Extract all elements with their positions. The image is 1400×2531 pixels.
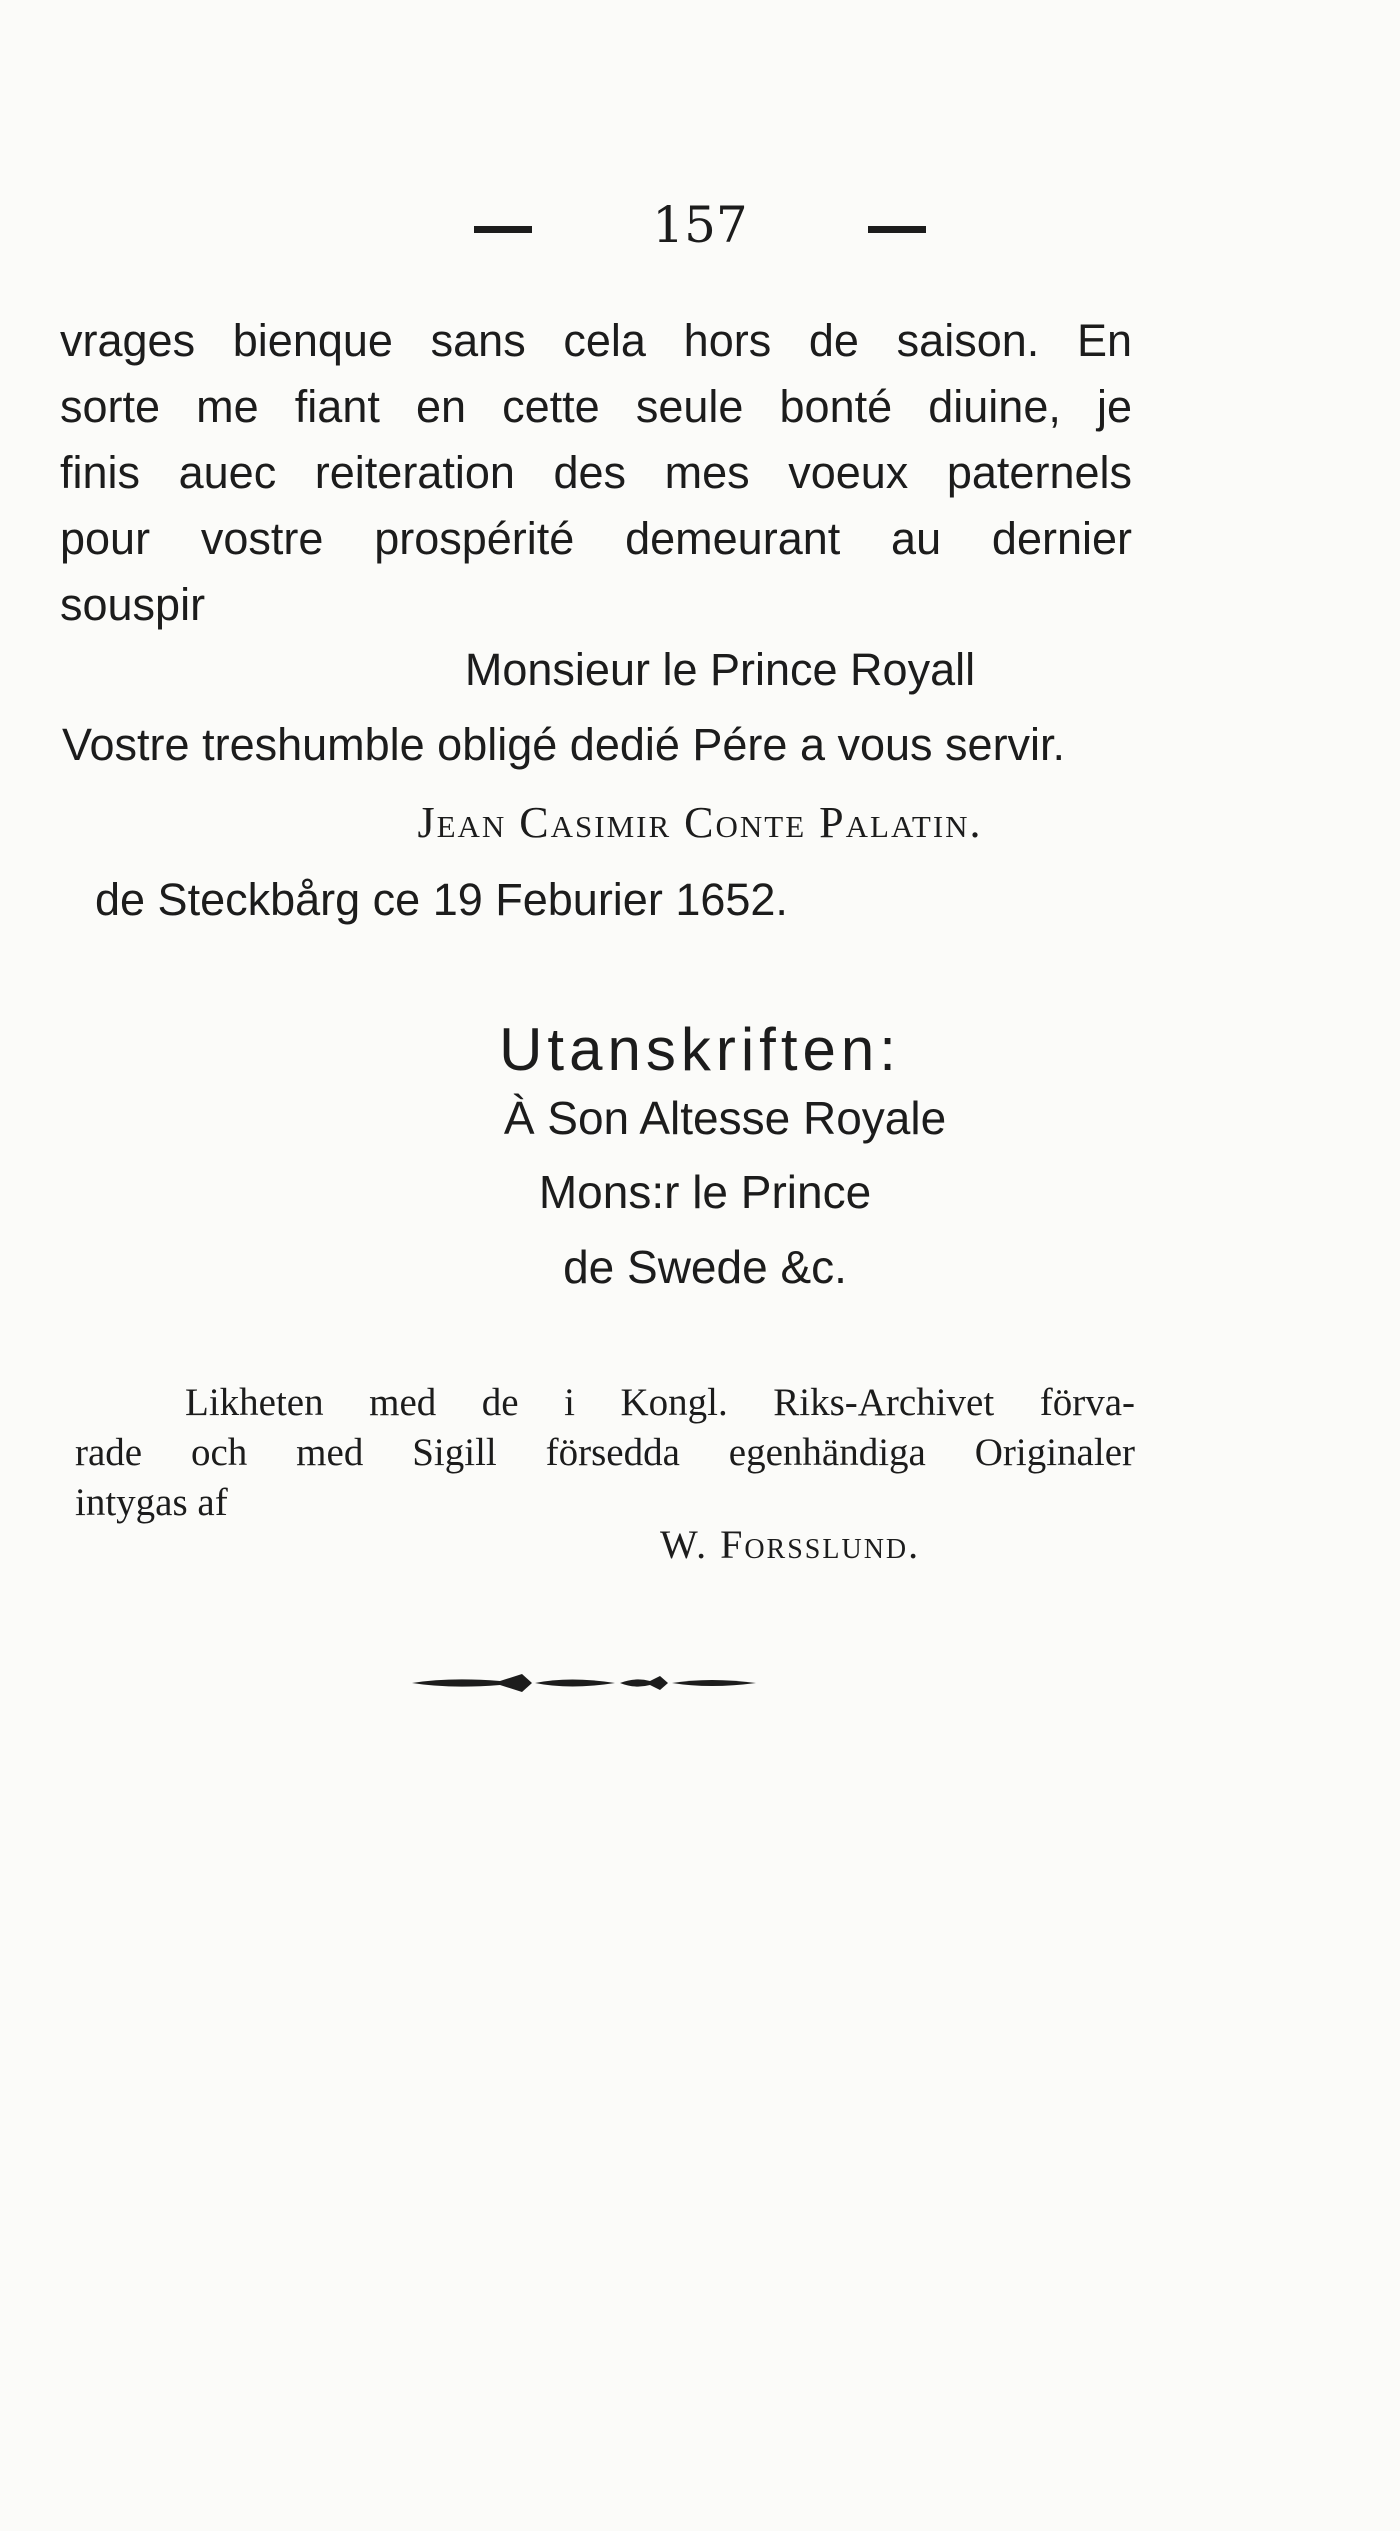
body-line-3: finis auec reiteration des mes voeux paternels (60, 447, 1132, 498)
subscription: Vostre treshumble obligé dedié Pére a vous servir. (62, 719, 1066, 770)
page-number: 157 (652, 196, 748, 254)
ornament-segment-4 (672, 1680, 756, 1686)
body-line-1: vrages bienque sans cela hors de saison. En (60, 315, 1132, 366)
body-line-2: sorte me fiant en cette seule bonté diuine, je (60, 381, 1132, 432)
address-line-1: À Son Altesse Royale (503, 1092, 947, 1144)
body-line-4: pour vostre prospérité demeurant au dernier (60, 513, 1132, 564)
signature: Jean Casimir Conte Palatin. (417, 798, 983, 847)
certification-signer: W. Forsslund. (660, 1522, 921, 1567)
certification-line-3: intygas af (75, 1481, 228, 1524)
ornament-rule (410, 1668, 760, 1698)
certification-note (75, 1378, 1135, 1528)
letter-body (60, 308, 1132, 638)
certification-line-2: rade och med Sigill försedda egenhändiga Originaler (75, 1431, 1135, 1474)
ornament-segment-2 (535, 1680, 615, 1687)
salutation: Monsieur le Prince Royall (464, 644, 976, 695)
ornament-segment-3 (620, 1676, 668, 1690)
right-dash (868, 226, 926, 233)
ornament-segment-1 (412, 1674, 532, 1692)
running-head (0, 195, 1400, 255)
address-line-3: de Swede &c. (563, 1241, 847, 1293)
address-line-2: Mons:r le Prince (538, 1166, 872, 1218)
address-heading: Utanskriften: (499, 1016, 901, 1083)
left-dash (474, 226, 532, 233)
body-line-5: souspir (60, 579, 206, 630)
certification-line-1: Likheten med de i Kongl. Riks-Archivet förva- (185, 1381, 1135, 1424)
dateline: de Steckbårg ce 19 Feburier 1652. (95, 874, 788, 925)
